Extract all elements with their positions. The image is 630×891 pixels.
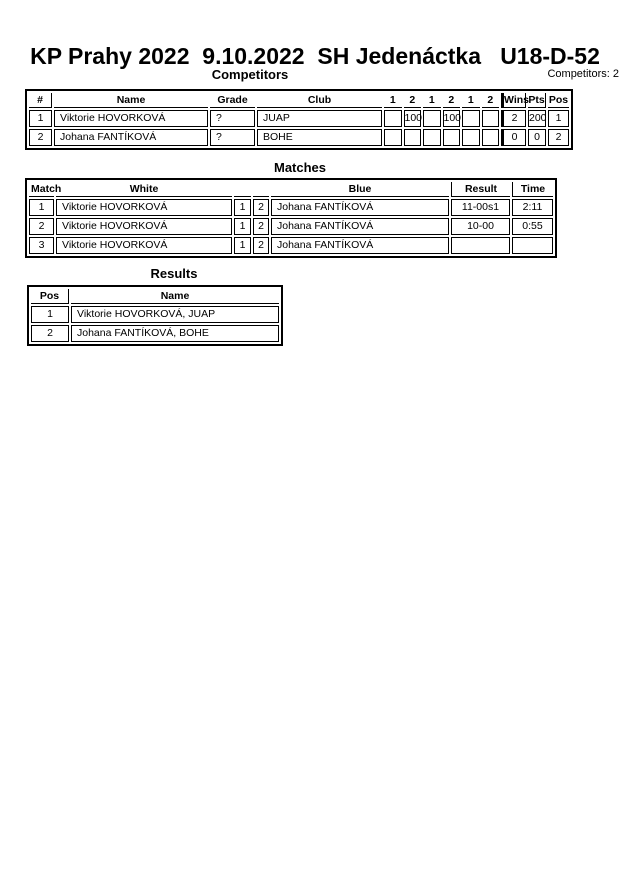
col-header-pts: Pts — [528, 93, 546, 108]
competitor-number: 2 — [29, 129, 52, 146]
col-header-wins: Wins — [501, 93, 526, 108]
match-blue-name: Johana FANTÍKOVÁ — [271, 237, 449, 254]
col-header-white-num — [234, 182, 251, 197]
score-cell — [384, 129, 402, 146]
competitor-grade: ? — [210, 129, 255, 146]
matches-header-row — [29, 182, 553, 197]
match-result: 10-00 — [451, 218, 510, 235]
match-result: 11-00s1 — [451, 199, 510, 216]
match-time: 0:55 — [512, 218, 553, 235]
match-white-num: 1 — [234, 199, 251, 216]
competitor-pos: 1 — [548, 110, 569, 127]
col-header-blue-num — [253, 182, 269, 197]
match-blue-num: 2 — [253, 199, 269, 216]
col-header-name: Name — [71, 289, 279, 304]
match-time: 2:11 — [512, 199, 553, 216]
result-pos: 1 — [31, 306, 69, 323]
matches-heading: Matches — [273, 160, 327, 175]
match-blue-name: Johana FANTÍKOVÁ — [271, 199, 449, 216]
competitor-number: 1 — [29, 110, 52, 127]
result-pos: 2 — [31, 325, 69, 342]
competitor-row — [29, 110, 569, 127]
col-header-time: Time — [512, 182, 553, 197]
result-row — [31, 325, 279, 342]
competitor-wins: 2 — [501, 110, 526, 127]
page-title: KP Prahy 2022 9.10.2022 SH Jedenáctka U18-D-52 — [30, 43, 600, 69]
match-white-num: 1 — [234, 237, 251, 254]
match-time — [512, 237, 553, 254]
competitor-pts: 200 — [528, 110, 546, 127]
match-result — [451, 237, 510, 254]
match-number: 1 — [29, 199, 54, 216]
results-table — [27, 285, 283, 346]
match-row — [29, 218, 553, 235]
result-name: Johana FANTÍKOVÁ, BOHE — [71, 325, 279, 342]
match-row — [29, 237, 553, 254]
col-header-match: Match — [29, 182, 54, 197]
competitors-table — [25, 89, 573, 150]
competitor-wins: 0 — [501, 129, 526, 146]
col-header-pos: Pos — [31, 289, 69, 304]
score-cell — [482, 129, 500, 146]
col-header-score-5: 1 — [462, 93, 480, 108]
col-header-blue: Blue — [271, 182, 449, 197]
competitor-name: Johana FANTÍKOVÁ — [54, 129, 208, 146]
competitor-pos: 2 — [548, 129, 569, 146]
competitors-header-row — [29, 93, 569, 108]
competitor-row — [29, 129, 569, 146]
score-cell — [462, 129, 480, 146]
col-header-score-3: 1 — [423, 93, 441, 108]
match-blue-name: Johana FANTÍKOVÁ — [271, 218, 449, 235]
match-row — [29, 199, 553, 216]
match-white-name: Viktorie HOVORKOVÁ — [56, 199, 232, 216]
col-header-score-2: 2 — [404, 93, 422, 108]
match-white-name: Viktorie HOVORKOVÁ — [56, 218, 232, 235]
col-header-grade: Grade — [210, 93, 255, 108]
competitor-club: BOHE — [257, 129, 382, 146]
competitor-pts: 0 — [528, 129, 546, 146]
col-header-result: Result — [451, 182, 510, 197]
col-header-score-1: 1 — [384, 93, 402, 108]
competitor-grade: ? — [210, 110, 255, 127]
col-header-name: Name — [54, 93, 208, 108]
score-cell: 100 — [443, 110, 461, 127]
competitors-count-label: Competitors: 2 — [547, 68, 619, 80]
col-header-score-4: 2 — [443, 93, 461, 108]
score-cell — [423, 129, 441, 146]
col-header-pos: Pos — [548, 93, 569, 108]
results-header-row — [31, 289, 279, 304]
score-cell: 100 — [404, 110, 422, 127]
score-cell — [384, 110, 402, 127]
matches-table — [25, 178, 557, 258]
match-blue-num: 2 — [253, 218, 269, 235]
col-header-white: White — [56, 182, 232, 197]
match-number: 2 — [29, 218, 54, 235]
score-cell — [462, 110, 480, 127]
score-cell — [482, 110, 500, 127]
results-heading: Results — [150, 266, 198, 281]
match-white-name: Viktorie HOVORKOVÁ — [56, 237, 232, 254]
competitor-name: Viktorie HOVORKOVÁ — [54, 110, 208, 127]
col-header-club: Club — [257, 93, 382, 108]
competitor-club: JUAP — [257, 110, 382, 127]
match-white-num: 1 — [234, 218, 251, 235]
result-name: Viktorie HOVORKOVÁ, JUAP — [71, 306, 279, 323]
match-number: 3 — [29, 237, 54, 254]
col-header-score-6: 2 — [482, 93, 500, 108]
score-cell — [423, 110, 441, 127]
competitors-heading: Competitors — [211, 67, 289, 82]
score-cell — [443, 129, 461, 146]
result-row — [31, 306, 279, 323]
col-header-number: # — [29, 93, 52, 108]
match-blue-num: 2 — [253, 237, 269, 254]
score-cell — [404, 129, 422, 146]
